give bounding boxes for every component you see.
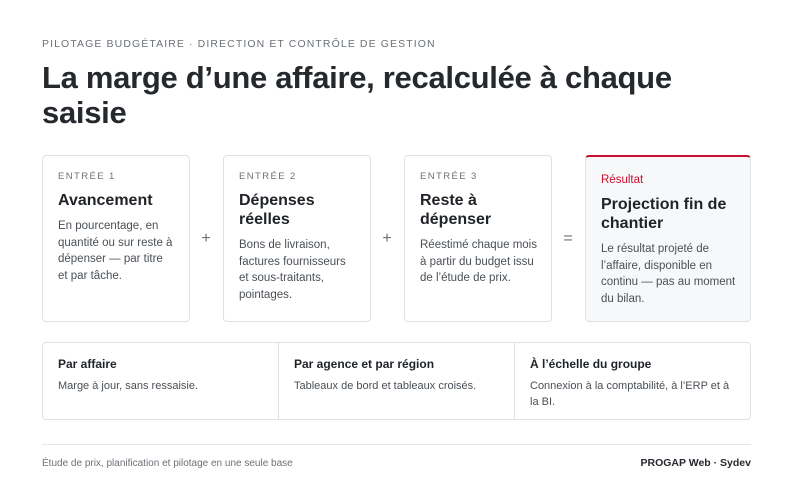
input-card-label: ENTRÉE 1 <box>58 171 116 182</box>
input-card-depenses <box>223 155 371 322</box>
footer-divider <box>42 444 751 445</box>
feature-text: Connexion à la comptabilité, à l’ERP et à la BI. <box>530 380 730 408</box>
feature-text: Marge à jour, sans ressaisie. <box>58 380 199 392</box>
result-heading: Projection fin de chantier <box>601 196 727 232</box>
page-title: La marge d’une affaire, recalculée à chaque saisie <box>42 60 672 130</box>
input-card-reste <box>404 155 552 322</box>
input-card-description: Bons de livraison, factures fournisseurs et sous-traitants, pointages. <box>239 239 346 301</box>
equals-operator: = <box>563 230 573 247</box>
input-card-description: En pourcentage, en quantité ou sur reste à dépenser — par titre et par tâche. <box>58 220 173 282</box>
feature-par-agence <box>278 343 514 419</box>
input-card-label: ENTRÉE 2 <box>239 171 297 182</box>
input-card-avancement <box>42 155 190 322</box>
feature-par-affaire <box>43 343 278 419</box>
eyebrow-label: PILOTAGE BUDGÉTAIRE · DIRECTION ET CONTRÔLE DE GESTION <box>42 38 436 50</box>
plus-operator: + <box>201 230 211 247</box>
footer-brand: PROGAP Web · Sydev <box>640 457 751 469</box>
result-label: Résultat <box>601 174 644 186</box>
plus-operator: + <box>382 230 392 247</box>
feature-title: À l’échelle du groupe <box>530 357 652 371</box>
input-card-heading: Avancement <box>58 192 153 209</box>
feature-title: Par affaire <box>58 357 117 371</box>
input-card-heading: Dépenses réelles <box>239 192 315 228</box>
input-card-heading: Reste à dépenser <box>420 192 492 228</box>
feature-groupe <box>514 343 750 419</box>
input-card-label: ENTRÉE 3 <box>420 171 478 182</box>
feature-title: Par agence et par région <box>294 357 435 371</box>
result-description: Le résultat projeté de l’affaire, disponible en continu — pas au moment du bilan. <box>601 243 736 305</box>
result-card <box>585 155 751 322</box>
feature-text: Tableaux de bord et tableaux croisés. <box>294 380 477 392</box>
input-card-description: Réestimé chaque mois à partir du budget issu de l’étude de prix. <box>420 239 537 284</box>
features-strip <box>42 342 751 420</box>
footer-tagline: Étude de prix, planification et pilotage en une seule base <box>42 458 293 469</box>
